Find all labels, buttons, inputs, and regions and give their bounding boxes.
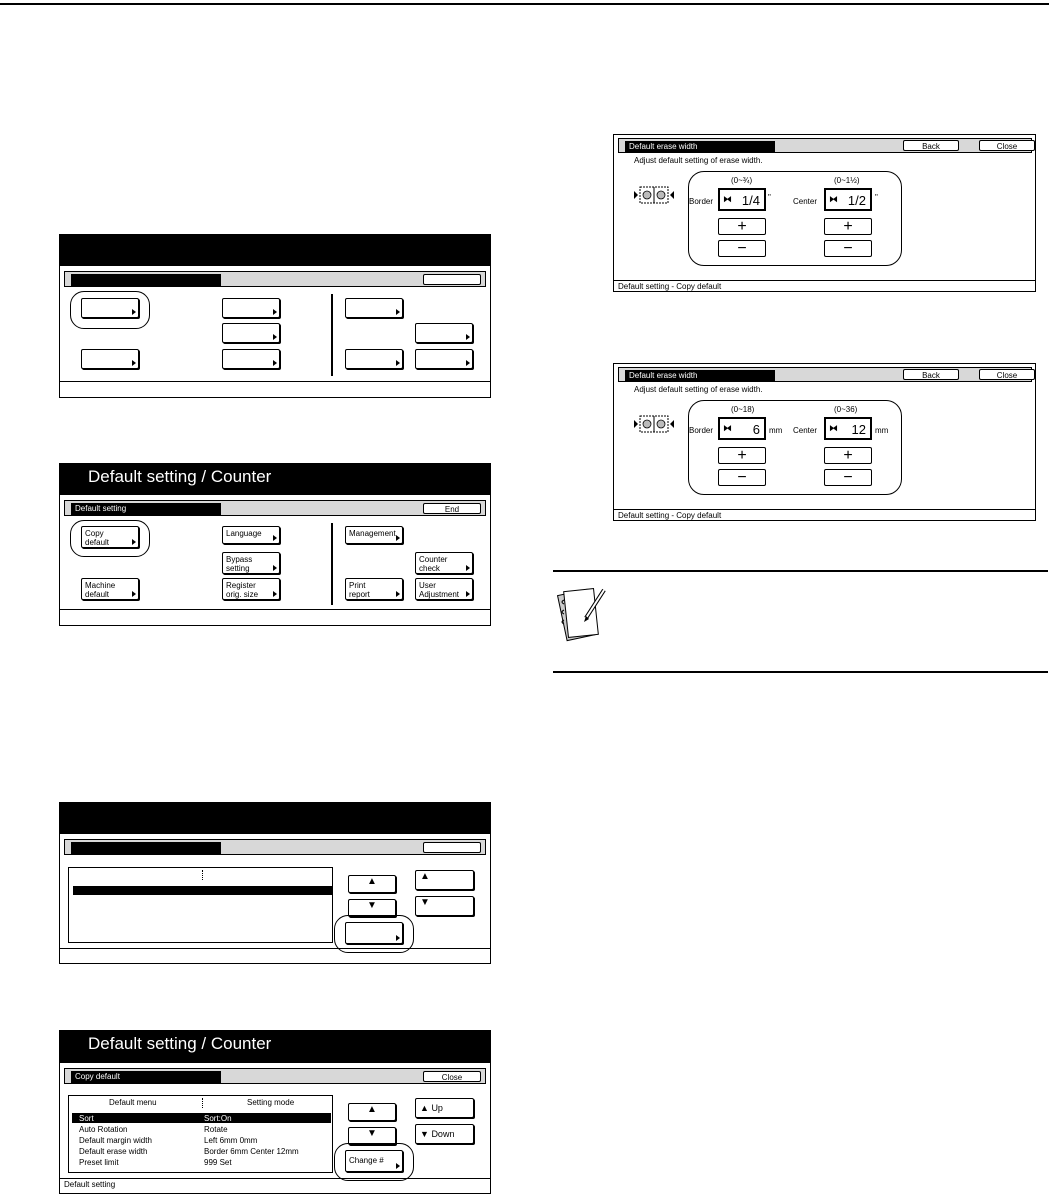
border-minus-button[interactable]: [718, 240, 766, 257]
list-row-selected-bg: [72, 1113, 331, 1123]
arrow-up-icon: ▲: [367, 1104, 377, 1115]
close-button[interactable]: Close: [423, 1071, 481, 1082]
border-plus-button[interactable]: [718, 218, 766, 235]
top-rule: [0, 3, 1049, 5]
screen-b-panel: [59, 463, 491, 626]
up-label: Up: [431, 1103, 443, 1113]
erase-inch-statusbar: Default setting - Copy default: [614, 280, 1035, 292]
language-button[interactable]: [222, 526, 280, 544]
management-button[interactable]: [345, 526, 403, 544]
erase-inch-title: Default erase width: [625, 141, 775, 152]
plus-icon: +: [737, 447, 747, 464]
border-plus-button[interactable]: [718, 447, 766, 464]
copy-default-list: [68, 1095, 333, 1173]
center-value: 12: [851, 422, 866, 437]
screen-b-header: [60, 464, 490, 495]
screen-d-panel: [59, 1030, 491, 1194]
arrow-down-icon: ▼: [420, 897, 430, 908]
close-button[interactable]: Close: [979, 140, 1035, 151]
counter-check-label: Counter check: [419, 555, 448, 573]
erase-diagram-icon: [634, 185, 674, 205]
row-menu: Default erase width: [79, 1147, 148, 1156]
print-report-button[interactable]: [345, 578, 403, 600]
list-item-mode: [204, 1114, 232, 1123]
minus-icon: −: [737, 240, 747, 257]
border-value: 1/4: [741, 193, 760, 208]
screen-c-down-button[interactable]: [415, 896, 474, 916]
screen-c-title: [71, 842, 221, 854]
screen-b-divider: [331, 523, 333, 605]
screen-c-col-divider: [202, 870, 203, 880]
list-item-mode: [204, 1147, 299, 1156]
list-item[interactable]: [79, 1125, 127, 1134]
bypass-label: Bypass setting: [226, 555, 253, 573]
center-value-field: [824, 417, 872, 440]
language-label: Language: [226, 529, 262, 538]
screen-a-header: [60, 235, 490, 266]
screen-a-btn-1[interactable]: [81, 298, 139, 318]
arrow-up-icon: ▲: [420, 871, 430, 882]
screen-c-selected-row[interactable]: [73, 886, 332, 895]
list-item[interactable]: [79, 1114, 94, 1123]
plus-icon: +: [843, 447, 853, 464]
note-top-rule: [553, 570, 1048, 572]
border-label: Border: [689, 426, 714, 435]
minus-icon: −: [843, 240, 853, 257]
down-button[interactable]: [415, 1124, 474, 1144]
user-adjustment-label: User Adjustment: [419, 581, 460, 599]
machine-default-button[interactable]: [81, 578, 139, 600]
center-plus-button[interactable]: [824, 447, 872, 464]
border-unit: ": [768, 193, 771, 202]
center-range: (0~36): [834, 405, 858, 414]
bracket-center-icon: ⧓: [829, 423, 838, 433]
border-range: (0~18): [731, 405, 755, 414]
screen-c-scroll-up[interactable]: [348, 875, 396, 893]
screen-d-titlebar: [64, 1068, 486, 1084]
screen-d-statusbar: Default setting: [60, 1178, 490, 1193]
counter-check-button[interactable]: [415, 552, 473, 574]
list-item-mode: [204, 1136, 257, 1145]
bracket-left-icon: ⧓: [723, 194, 732, 204]
screen-a-panel: [59, 234, 491, 398]
list-item-mode: [204, 1158, 232, 1167]
col-header-menu: Default menu: [109, 1098, 157, 1107]
up-button[interactable]: [415, 1098, 474, 1118]
row-mode: Border 6mm Center 12mm: [204, 1147, 299, 1156]
col-divider: [202, 1098, 203, 1108]
center-value-field: [824, 188, 872, 211]
down-label: Down: [431, 1129, 455, 1139]
screen-c-header: [60, 803, 490, 834]
screen-a-titlebar: [64, 271, 486, 287]
change-button[interactable]: [345, 1150, 403, 1172]
erase-diagram-icon: [634, 414, 674, 434]
center-range: (0~1½): [834, 176, 860, 185]
border-value: 6: [752, 422, 760, 437]
screen-a-btn-5[interactable]: [222, 349, 280, 369]
plus-icon: +: [843, 218, 853, 235]
register-orig-size-button[interactable]: [222, 578, 280, 600]
row-menu: Auto Rotation: [79, 1125, 128, 1134]
arrow-down-icon: ▼: [367, 900, 377, 911]
screen-a-btn-2[interactable]: [222, 298, 280, 318]
print-report-label: Print report: [349, 581, 370, 599]
screen-c-close-button[interactable]: [423, 842, 481, 853]
change-label: Change #: [349, 1156, 384, 1165]
row-mode: Rotate: [204, 1125, 228, 1134]
list-item-mode: [204, 1125, 228, 1134]
row-menu: Sort: [79, 1114, 94, 1123]
screen-a-btn-3[interactable]: [222, 323, 280, 343]
screen-c-up-button[interactable]: [415, 870, 474, 890]
row-mode: 999 Set: [204, 1158, 232, 1167]
screen-a-btn-8[interactable]: [345, 349, 403, 369]
back-button[interactable]: Back: [903, 140, 959, 151]
screen-c-change-button[interactable]: [345, 922, 403, 944]
screen-d-header-title: Default setting / Counter: [88, 1034, 272, 1053]
copy-default-button[interactable]: [81, 526, 139, 548]
screen-c-titlebar: [64, 839, 486, 855]
row-menu: Default margin width: [79, 1136, 152, 1145]
screen-b-title: Default setting: [71, 503, 221, 515]
minus-icon: −: [843, 469, 853, 486]
bracket-center-icon: ⧓: [829, 194, 838, 204]
screen-d-title: Copy default: [71, 1071, 221, 1083]
list-item[interactable]: [79, 1136, 152, 1145]
arrow-down-icon: ▼: [367, 1128, 377, 1139]
center-minus-button[interactable]: [824, 469, 872, 486]
screen-b-titlebar: [64, 500, 486, 516]
screen-a-btn-9[interactable]: [415, 349, 473, 369]
center-plus-button[interactable]: [824, 218, 872, 235]
machine-default-label: Machine default: [85, 581, 116, 599]
border-label: Border: [689, 197, 714, 206]
center-unit: ": [875, 193, 878, 202]
screen-a-end-button[interactable]: [423, 274, 481, 285]
register-label: Register orig. size: [226, 581, 259, 599]
screen-a-btn-6[interactable]: [345, 298, 403, 318]
end-button[interactable]: End: [423, 503, 481, 514]
bypass-setting-button[interactable]: [222, 552, 280, 574]
close-button[interactable]: Close: [979, 369, 1035, 380]
border-minus-button[interactable]: [718, 469, 766, 486]
row-mode: Sort:On: [204, 1114, 232, 1123]
border-value-field: [718, 417, 766, 440]
screen-a-statusbar: [60, 381, 490, 397]
list-item[interactable]: [79, 1147, 147, 1156]
erase-mm-statusbar: Default setting - Copy default: [614, 509, 1035, 521]
screen-a-divider: [331, 294, 333, 376]
screen-c-list: [68, 867, 333, 943]
col-header-mode: Setting mode: [247, 1098, 295, 1107]
arrow-down-icon: ▼: [420, 1129, 429, 1139]
border-range: (0~¾): [731, 176, 753, 185]
screen-a-btn-7[interactable]: [415, 323, 473, 343]
bracket-left-icon: ⧓: [723, 423, 732, 433]
arrow-up-icon: ▲: [420, 1103, 429, 1113]
instruction-text: Adjust default setting of erase width.: [634, 156, 763, 165]
note-bottom-rule: [553, 671, 1048, 673]
instruction-text: Adjust default setting of erase width.: [634, 385, 763, 394]
arrow-up-icon: ▲: [367, 876, 377, 887]
back-button[interactable]: Back: [903, 369, 959, 380]
scroll-up-button[interactable]: [348, 1103, 396, 1121]
list-item[interactable]: [79, 1158, 119, 1167]
row-menu: Preset limit: [79, 1158, 119, 1167]
center-unit: mm: [875, 426, 889, 435]
center-label: Center: [793, 426, 818, 435]
screen-a-title: [71, 274, 221, 286]
screen-b-statusbar: [60, 609, 490, 625]
note-icon: [556, 582, 612, 648]
screen-d-header: [60, 1031, 490, 1063]
erase-mm-titlebar: [618, 367, 1032, 382]
screen-c-panel: [59, 802, 491, 964]
erase-inch-titlebar: [618, 138, 1032, 153]
screen-a-btn-4[interactable]: [81, 349, 139, 369]
user-adjustment-button[interactable]: [415, 578, 473, 600]
erase-mm-panel: [613, 363, 1036, 521]
management-label: Management: [349, 529, 396, 538]
center-value: 1/2: [847, 193, 866, 208]
copy-default-label: Copy default: [85, 529, 110, 547]
border-unit: mm: [769, 426, 783, 435]
screen-b-header-title: Default setting / Counter: [88, 467, 272, 486]
row-mode: Left 6mm 0mm: [204, 1136, 258, 1145]
center-minus-button[interactable]: [824, 240, 872, 257]
erase-inch-panel: [613, 134, 1036, 292]
border-value-field: [718, 188, 766, 211]
plus-icon: +: [737, 218, 747, 235]
erase-mm-title: Default erase width: [625, 370, 775, 381]
center-label: Center: [793, 197, 818, 206]
screen-c-statusbar: [60, 948, 490, 963]
minus-icon: −: [737, 469, 747, 486]
